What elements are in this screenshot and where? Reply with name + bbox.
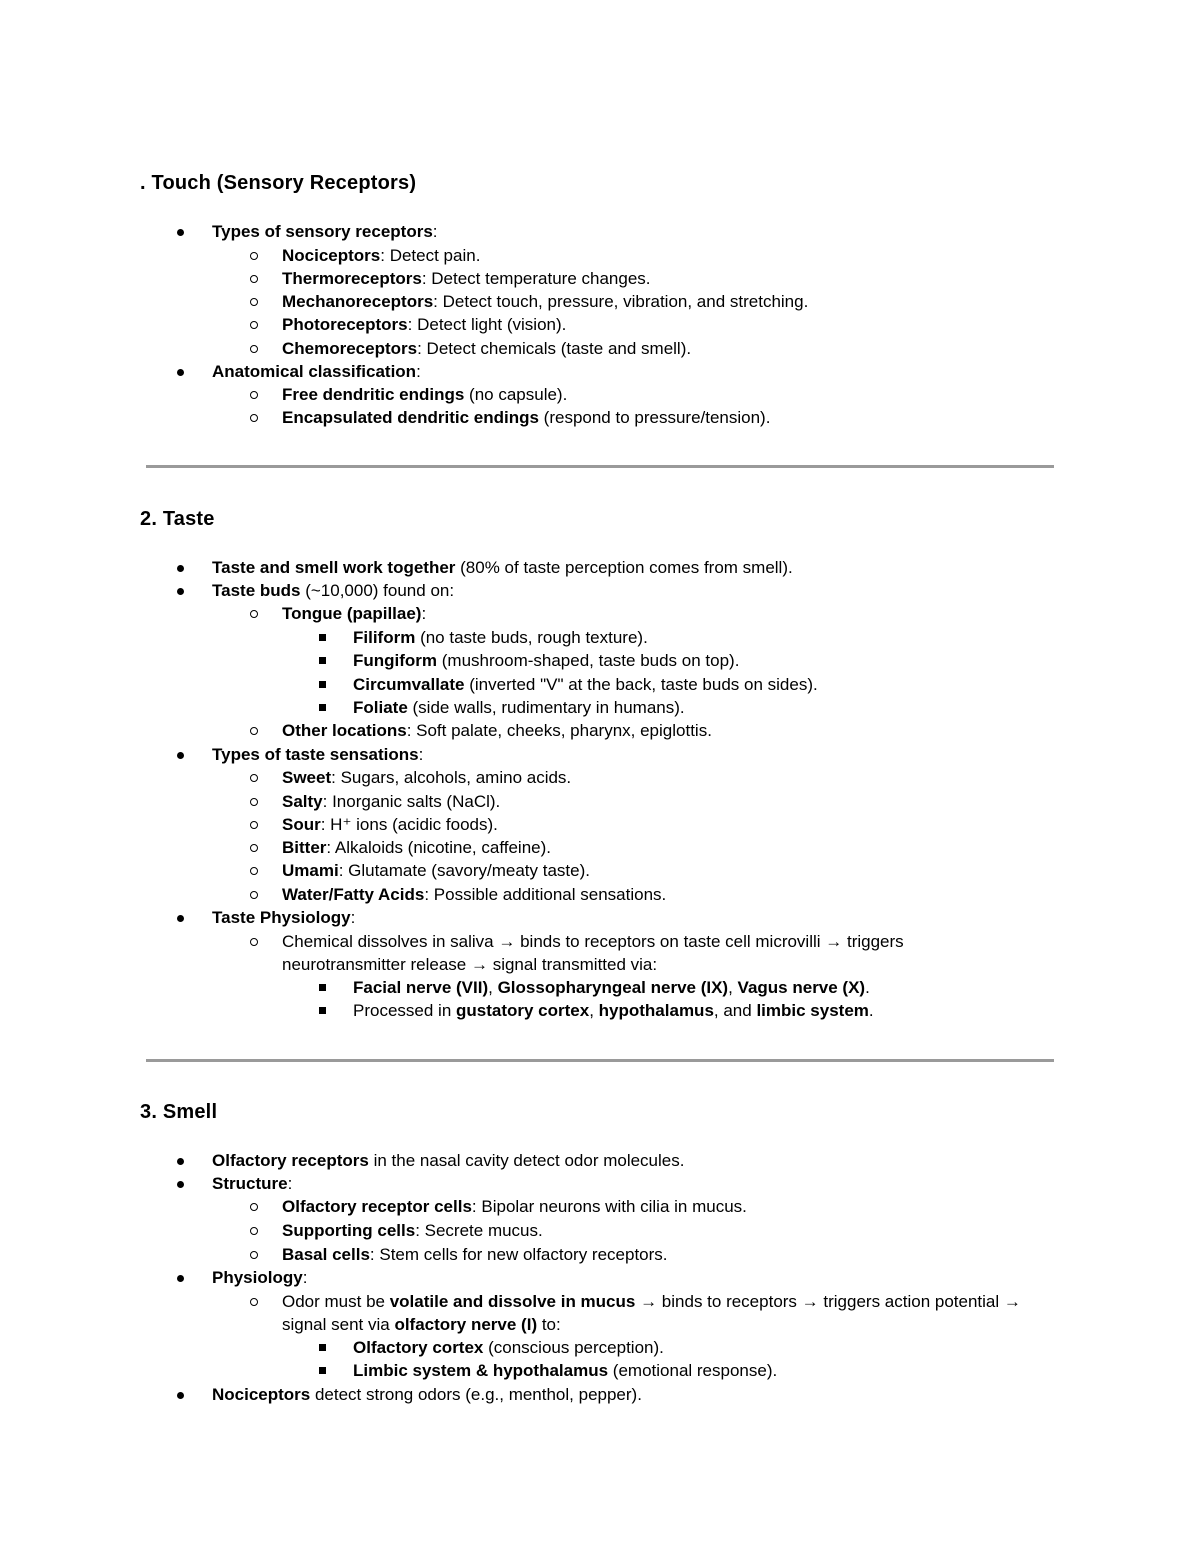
bullet-circle-icon xyxy=(250,1227,258,1235)
list-item-odor-must-be xyxy=(282,1290,1021,1313)
term: Taste and smell work together xyxy=(212,558,456,577)
text: : Detect light (vision). xyxy=(407,315,567,334)
text: neurotransmitter release → signal transmitted via: xyxy=(282,955,658,974)
list-item-other-locations xyxy=(282,719,712,742)
bullet-disc-icon xyxy=(177,565,184,572)
term: Filiform xyxy=(353,628,416,647)
text: in the nasal cavity detect odor molecules. xyxy=(368,1151,685,1170)
text: (80% of taste perception comes from smell). xyxy=(455,558,793,577)
text: : xyxy=(432,222,438,241)
list-item-continuation xyxy=(282,1313,561,1336)
horizontal-divider xyxy=(146,1059,1054,1062)
list-item-filiform xyxy=(353,626,648,649)
text: : xyxy=(287,1174,293,1193)
text: : Possible additional sensations. xyxy=(424,885,667,904)
term: Taste buds xyxy=(212,581,301,600)
text: (~10,000) found on: xyxy=(300,581,455,600)
term: Encapsulated dendritic endings xyxy=(282,408,539,427)
bullet-circle-icon xyxy=(250,727,258,735)
text: : Glutamate (savory/meaty taste). xyxy=(338,861,590,880)
bullet-disc-icon xyxy=(177,752,184,759)
term: Types of sensory receptors xyxy=(212,222,433,241)
bullet-circle-icon xyxy=(250,1251,258,1259)
section-heading-smell: 3. Smell xyxy=(140,1101,218,1123)
text: (no capsule). xyxy=(464,385,568,404)
text: , xyxy=(488,978,498,997)
text: (inverted "V" at the back, taste buds on sides). xyxy=(464,675,818,694)
text: : Alkaloids (nicotine, caffeine). xyxy=(326,838,551,857)
list-item-photoreceptors xyxy=(282,313,566,336)
text: (side walls, rudimentary in humans). xyxy=(407,698,685,717)
list-item-taste-buds xyxy=(212,579,454,602)
list-item-basal-cells xyxy=(282,1243,668,1266)
term: Fungiform xyxy=(353,651,438,670)
text: , xyxy=(589,1001,599,1020)
term: Olfactory receptor cells xyxy=(282,1197,472,1216)
term: Supporting cells xyxy=(282,1221,416,1240)
text: : xyxy=(302,1268,308,1287)
list-item-anatomical-classification xyxy=(212,360,421,383)
term: Umami xyxy=(282,861,339,880)
term: Nociceptors xyxy=(212,1385,311,1404)
term: Photoreceptors xyxy=(282,315,408,334)
text: : Bipolar neurons with cilia in mucus. xyxy=(471,1197,747,1216)
term: Circumvallate xyxy=(353,675,465,694)
list-item-olfactory-receptors xyxy=(212,1149,684,1172)
text: detect strong odors (e.g., menthol, pepper). xyxy=(310,1385,642,1404)
term: Basal cells xyxy=(282,1245,370,1264)
bullet-circle-icon xyxy=(250,414,258,422)
text: (conscious perception). xyxy=(483,1338,664,1357)
list-item-encapsulated-endings xyxy=(282,406,770,429)
term: limbic system xyxy=(756,1001,869,1020)
list-item-olfactory-cortex xyxy=(353,1336,664,1359)
bullet-circle-icon xyxy=(250,774,258,782)
bullet-circle-icon xyxy=(250,275,258,283)
list-item-continuation xyxy=(282,953,657,976)
bullet-circle-icon xyxy=(250,821,258,829)
term: Tongue (papillae) xyxy=(282,604,422,623)
bullet-circle-icon xyxy=(250,1203,258,1211)
list-item-cranial-nerves xyxy=(353,976,870,999)
text: Chemical dissolves in saliva → binds to receptors on taste cell microvilli → triggers xyxy=(282,932,904,951)
list-item-umami xyxy=(282,859,590,882)
text: : H⁺ ions (acidic foods). xyxy=(320,815,498,834)
term: olfactory nerve (I) xyxy=(394,1315,538,1334)
bullet-disc-icon xyxy=(177,369,184,376)
bullet-circle-icon xyxy=(250,1298,258,1306)
list-item-nociceptors-odors xyxy=(212,1383,642,1406)
list-item-taste-sensations xyxy=(212,743,423,766)
bullet-square-icon xyxy=(319,634,326,641)
bullet-circle-icon xyxy=(250,321,258,329)
bullet-circle-icon xyxy=(250,844,258,852)
list-item-limbic-system xyxy=(353,1359,777,1382)
text: . xyxy=(865,978,870,997)
term: Structure xyxy=(212,1174,288,1193)
text: : Inorganic salts (NaCl). xyxy=(322,792,501,811)
list-item-supporting-cells xyxy=(282,1219,543,1242)
bullet-disc-icon xyxy=(177,1275,184,1282)
text: : xyxy=(418,745,424,764)
term: Sweet xyxy=(282,768,332,787)
list-item-structure xyxy=(212,1172,292,1195)
list-item-bitter xyxy=(282,836,551,859)
bullet-disc-icon xyxy=(177,1181,184,1188)
term: Free dendritic endings xyxy=(282,385,465,404)
text: : Detect touch, pressure, vibration, and stretching. xyxy=(433,292,809,311)
list-item-mechanoreceptors xyxy=(282,290,808,313)
list-item-sour xyxy=(282,813,498,836)
list-item-fungiform xyxy=(353,649,739,672)
bullet-circle-icon xyxy=(250,298,258,306)
text: Processed in xyxy=(353,1001,456,1020)
text: (mushroom-shaped, taste buds on top). xyxy=(437,651,740,670)
term: Glossopharyngeal nerve (IX) xyxy=(497,978,729,997)
text: : Detect temperature changes. xyxy=(421,269,651,288)
list-item-water-fatty-acids xyxy=(282,883,666,906)
bullet-square-icon xyxy=(319,704,326,711)
list-item-taste-physiology xyxy=(212,906,355,929)
term: Olfactory cortex xyxy=(353,1338,484,1357)
text: : xyxy=(350,908,356,927)
bullet-disc-icon xyxy=(177,229,184,236)
text: : Stem cells for new olfactory receptors. xyxy=(369,1245,668,1264)
text: → binds to receptors → triggers action potential → xyxy=(635,1292,1021,1311)
list-item-processed-in xyxy=(353,999,874,1022)
section-heading-touch: . Touch (Sensory Receptors) xyxy=(140,172,417,194)
term: Mechanoreceptors xyxy=(282,292,434,311)
bullet-square-icon xyxy=(319,1367,326,1374)
bullet-square-icon xyxy=(319,1344,326,1351)
list-item-tongue xyxy=(282,602,426,625)
bullet-disc-icon xyxy=(177,915,184,922)
text: : Secrete mucus. xyxy=(415,1221,543,1240)
bullet-square-icon xyxy=(319,657,326,664)
text: signal sent via xyxy=(282,1315,395,1334)
term: Vagus nerve (X) xyxy=(737,978,866,997)
text: : Detect chemicals (taste and smell). xyxy=(417,339,692,358)
text: (no taste buds, rough texture). xyxy=(415,628,648,647)
bullet-circle-icon xyxy=(250,345,258,353)
term: Other locations xyxy=(282,721,407,740)
text: (emotional response). xyxy=(608,1361,778,1380)
term: Nociceptors xyxy=(282,246,381,265)
list-item-thermoreceptors xyxy=(282,267,651,290)
list-item-physiology xyxy=(212,1266,307,1289)
list-item-sweet xyxy=(282,766,571,789)
term: gustatory cortex xyxy=(456,1001,590,1020)
term: Chemoreceptors xyxy=(282,339,418,358)
bullet-circle-icon xyxy=(250,867,258,875)
term: Salty xyxy=(282,792,323,811)
term: Olfactory receptors xyxy=(212,1151,369,1170)
term: Anatomical classification xyxy=(212,362,417,381)
text: : Soft palate, cheeks, pharynx, epiglottis. xyxy=(406,721,712,740)
bullet-circle-icon xyxy=(250,798,258,806)
term: Facial nerve (VII) xyxy=(353,978,489,997)
text: : xyxy=(421,604,427,623)
text: (respond to pressure/tension). xyxy=(538,408,771,427)
term: volatile and dissolve in mucus xyxy=(389,1292,636,1311)
bullet-disc-icon xyxy=(177,588,184,595)
bullet-square-icon xyxy=(319,984,326,991)
term: Physiology xyxy=(212,1268,303,1287)
term: Thermoreceptors xyxy=(282,269,422,288)
text: . xyxy=(868,1001,874,1020)
text: : Detect pain. xyxy=(380,246,481,265)
list-item-chemoreceptors xyxy=(282,337,691,360)
list-item-receptor-cells xyxy=(282,1195,747,1218)
text: Odor must be xyxy=(282,1292,390,1311)
list-item-free-endings xyxy=(282,383,567,406)
text: to: xyxy=(537,1315,561,1334)
text: , and xyxy=(713,1001,757,1020)
list-item-nociceptors xyxy=(282,244,480,267)
list-item-circumvallate xyxy=(353,673,818,696)
bullet-circle-icon xyxy=(250,938,258,946)
bullet-circle-icon xyxy=(250,610,258,618)
bullet-disc-icon xyxy=(177,1392,184,1399)
term: Taste Physiology xyxy=(212,908,351,927)
term: Foliate xyxy=(353,698,408,717)
list-item-salty xyxy=(282,790,500,813)
term: Limbic system & hypothalamus xyxy=(353,1361,609,1380)
term: Sour xyxy=(282,815,321,834)
list-item-types-of-receptors xyxy=(212,220,438,243)
bullet-circle-icon xyxy=(250,891,258,899)
text: : Sugars, alcohols, amino acids. xyxy=(331,768,572,787)
bullet-circle-icon xyxy=(250,391,258,399)
list-item-chemical-dissolves xyxy=(282,930,904,953)
bullet-disc-icon xyxy=(177,1158,184,1165)
text: , xyxy=(728,978,738,997)
list-item-foliate xyxy=(353,696,685,719)
bullet-square-icon xyxy=(319,1007,326,1014)
term: Types of taste sensations xyxy=(212,745,419,764)
bullet-square-icon xyxy=(319,681,326,688)
horizontal-divider xyxy=(146,465,1054,468)
term: Bitter xyxy=(282,838,327,857)
bullet-circle-icon xyxy=(250,252,258,260)
section-heading-taste: 2. Taste xyxy=(140,508,215,530)
list-item-taste-and-smell xyxy=(212,556,793,579)
term: hypothalamus xyxy=(598,1001,714,1020)
term: Water/Fatty Acids xyxy=(282,885,425,904)
text: : xyxy=(416,362,421,381)
